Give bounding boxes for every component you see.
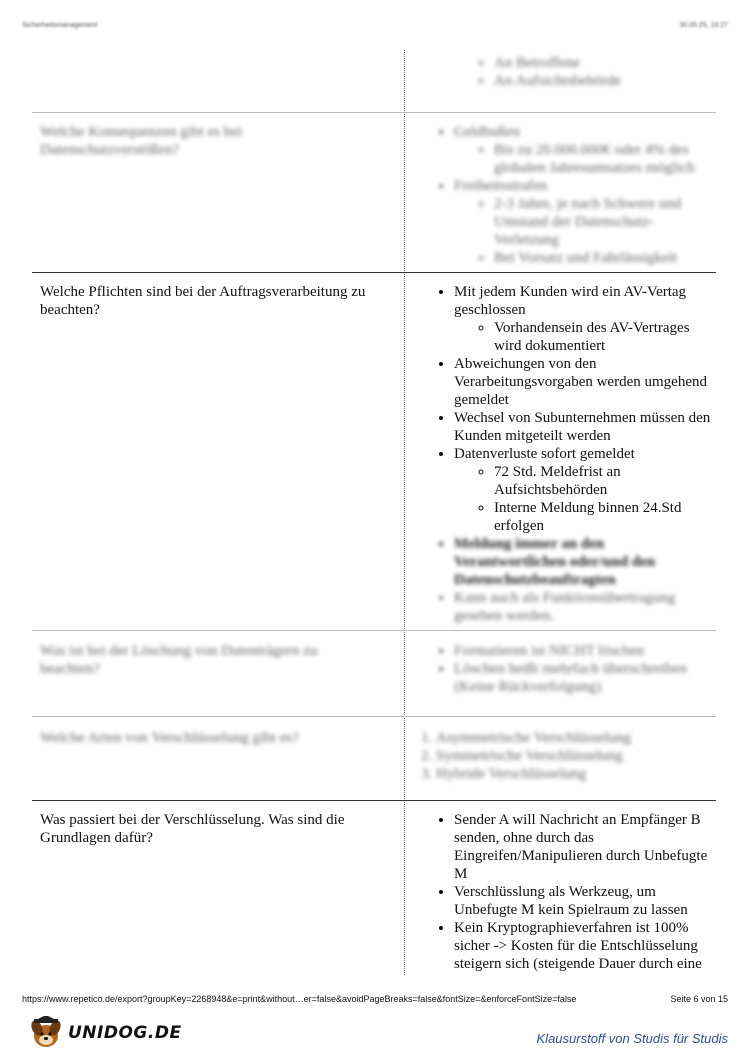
answer-item: Mit jedem Kunden wird ein AV-Vertag geschlossen [454,284,687,318]
answer-item: 1. Asymmetrische Verschlüsselung [436,729,716,747]
question-row-4: Welche Arten von Verschlüsselung gibt es? [40,730,299,746]
question-row-2: Welche Pflichten sind bei der Auftragsverarbeitung zu beachten? [40,284,366,318]
answer-item: Datenverluste sofort gemeldet [454,446,635,462]
answer-subitem: ◦ Bis zu 20.000.000€ oder 4% des globalen Jahresumsatzes möglich [494,141,716,177]
answer-item: 3. Hybride Verschlüsselung [436,765,716,783]
row-separator [32,272,716,273]
page-number: Seite 6 von 15 [670,994,728,1004]
answer-row-0 [404,54,716,90]
answer-item: 2. Symmetrische Verschlüsselung [436,747,716,765]
header-timestamp: 30.05.25, 18:27 [679,22,728,29]
answer-subitem: ◦ 72 Std. Meldefrist an Aufsichtsbehörden [494,463,716,499]
answer-row-3 [404,642,716,696]
answer-item: ◦ An Betroffene [494,54,716,72]
answer-item: • Wechsel von Subunternehmen müssen den Kunden mitgeteilt werden [454,409,716,445]
page-header [22,22,728,34]
question-row-3: Was ist bei der Löschung von Datenträgern zu beachten? [40,643,318,677]
question-row-5: Was passiert bei der Verschlüsselung. Was sind die Grundlagen dafür? [40,812,345,846]
answer-subitem: ◦ Vorhandensein des AV-Vertrages wird dokumentiert [494,319,716,355]
answer-item: • Abweichungen von den Verarbeitungsvorgaben werden umgehend gemeldet [454,355,716,409]
dog-icon [28,1016,64,1050]
answer-item: • Sender A will Nachricht an Empfänger B senden, ohne durch das Eingreifen/Manipulieren durch Unbefugte M [454,811,716,883]
answer-row-1 [404,123,716,267]
answer-item: • Kann auch als Funktionsübertragung gesehen werden. [454,589,716,625]
answer-subitem: ◦ Interne Meldung binnen 24.Std erfolgen [494,499,716,535]
unidog-logo[interactable] [28,1015,182,1051]
row-separator [32,800,716,801]
row-separator [32,112,716,113]
row-separator [32,630,716,631]
header-title: Sicherheitsmanagement [22,22,98,29]
answer-item: • Meldung immer an den Verantwortlichen oder/und den Datenschutzbeauftragten [454,535,716,589]
answer-item: • Verschlüsslung als Werkzeug, um Unbefugte M kein Spielraum zu lassen [454,883,716,919]
answer-item: • Kein Kryptographieverfahren ist 100% sicher -> Kosten für die Entschlüsselung steigern sich (steigende Dauer durch eine [454,919,716,973]
answer-item: • Formatieren ist NICHT löschen [454,642,716,660]
answer-row-2 [404,283,716,625]
answer-item: Freiheitsstrafen [454,178,548,194]
answer-item: • Löschen heißt mehrfach überschreiben (Keine Rückverfolgung) [454,660,716,696]
export-url-link[interactable]: https://www.repetico.de/export?groupKey=2268948&e=print&without…er=false&avoidPageBreaks=false&fontSize=&enforceFontSize=false [22,994,577,1004]
row-separator [32,716,716,717]
answer-row-4 [404,729,716,783]
page-footer [22,994,728,1008]
logo-text: UNIDOG.DE [68,1023,182,1043]
answer-row-5 [404,811,716,973]
answer-item: Geldbußen [454,124,520,140]
flashcard-table [32,50,716,975]
answer-subitem: ◦ Bei Vorsatz und Fahrlässigkeit [494,249,716,267]
slogan: Klausurstoff von Studis für Studis [536,1031,728,1046]
question-row-1: Welche Konsequenzen gibt es bei Datenschutzverstößen? [40,124,243,158]
answer-item: ◦ An Aufsichtsbehörde [494,72,716,90]
answer-subitem: ◦ 2-3 Jahre, je nach Schwere und Umstand der Datenschutz-Verletzung [494,195,716,249]
